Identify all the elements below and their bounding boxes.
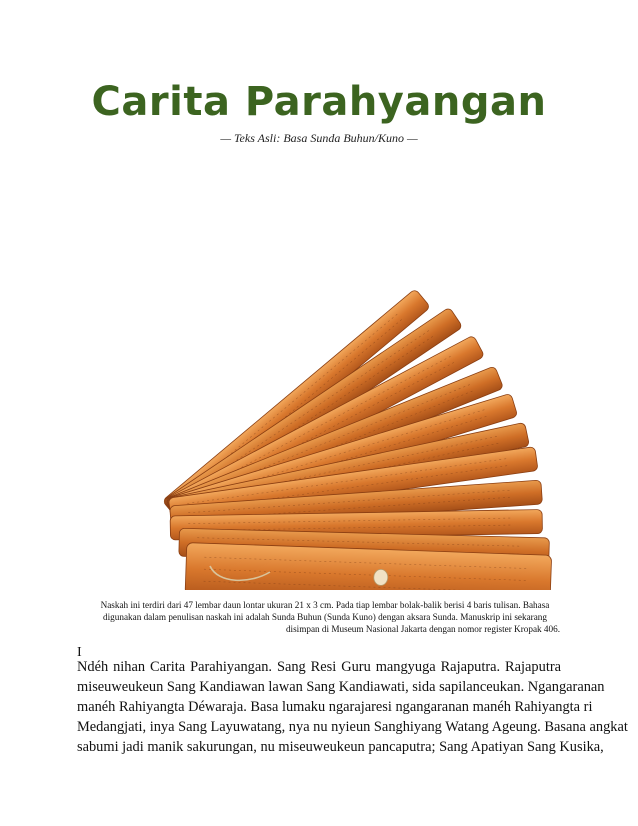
- caption-line: Naskah ini terdiri dari 47 lembar daun lontar ukuran 21 x 3 cm. Pada tiap lembar bolak-balik berisi 4 baris tulisan. Bahasa: [100, 600, 550, 610]
- body-paragraph: [77, 657, 628, 757]
- palm-leaf-manuscript-photo: [100, 160, 560, 590]
- section-number: I: [77, 645, 82, 660]
- caption-line: digunakan dalam penulisan naskah ini adalah Sunda Buhun (Sunda Kuno) dengan aksara Sunda. Manuskrip ini sekarang: [103, 612, 547, 622]
- page-title: Carita Parahyangan: [91, 79, 547, 125]
- photo-caption: [90, 599, 560, 635]
- body-line: manéh Rahiyangta Déwaraja. Basa lumaku ngarajaresi ngangaranan manéh Rahiyangta ri: [77, 699, 593, 715]
- body-line: Medangjati, inya Sang Layuwatang, nya nu nyieun Sanghiyang Watang Ageung. Basana angkat: [77, 719, 628, 735]
- caption-line: disimpan di Museum Nasional Jakarta dengan nomor register Kropak 406.: [285, 624, 560, 634]
- page-subtitle: — Teks Asli: Basa Sunda Buhun/Kuno —: [220, 131, 418, 145]
- body-line: sabumi jadi manik sakurungan, nu miseuweukeun pancaputra; Sang Apatiyan Sang Kusika,: [77, 739, 604, 755]
- body-line: Ndéh nihan Carita Parahiyangan. Sang Resi Guru mangyuga Rajaputra. Rajaputra: [77, 659, 561, 675]
- body-line: miseuweukeun Sang Kandiawan lawan Sang Kandiawati, sida sapilanceukan. Ngangaranan: [77, 679, 605, 695]
